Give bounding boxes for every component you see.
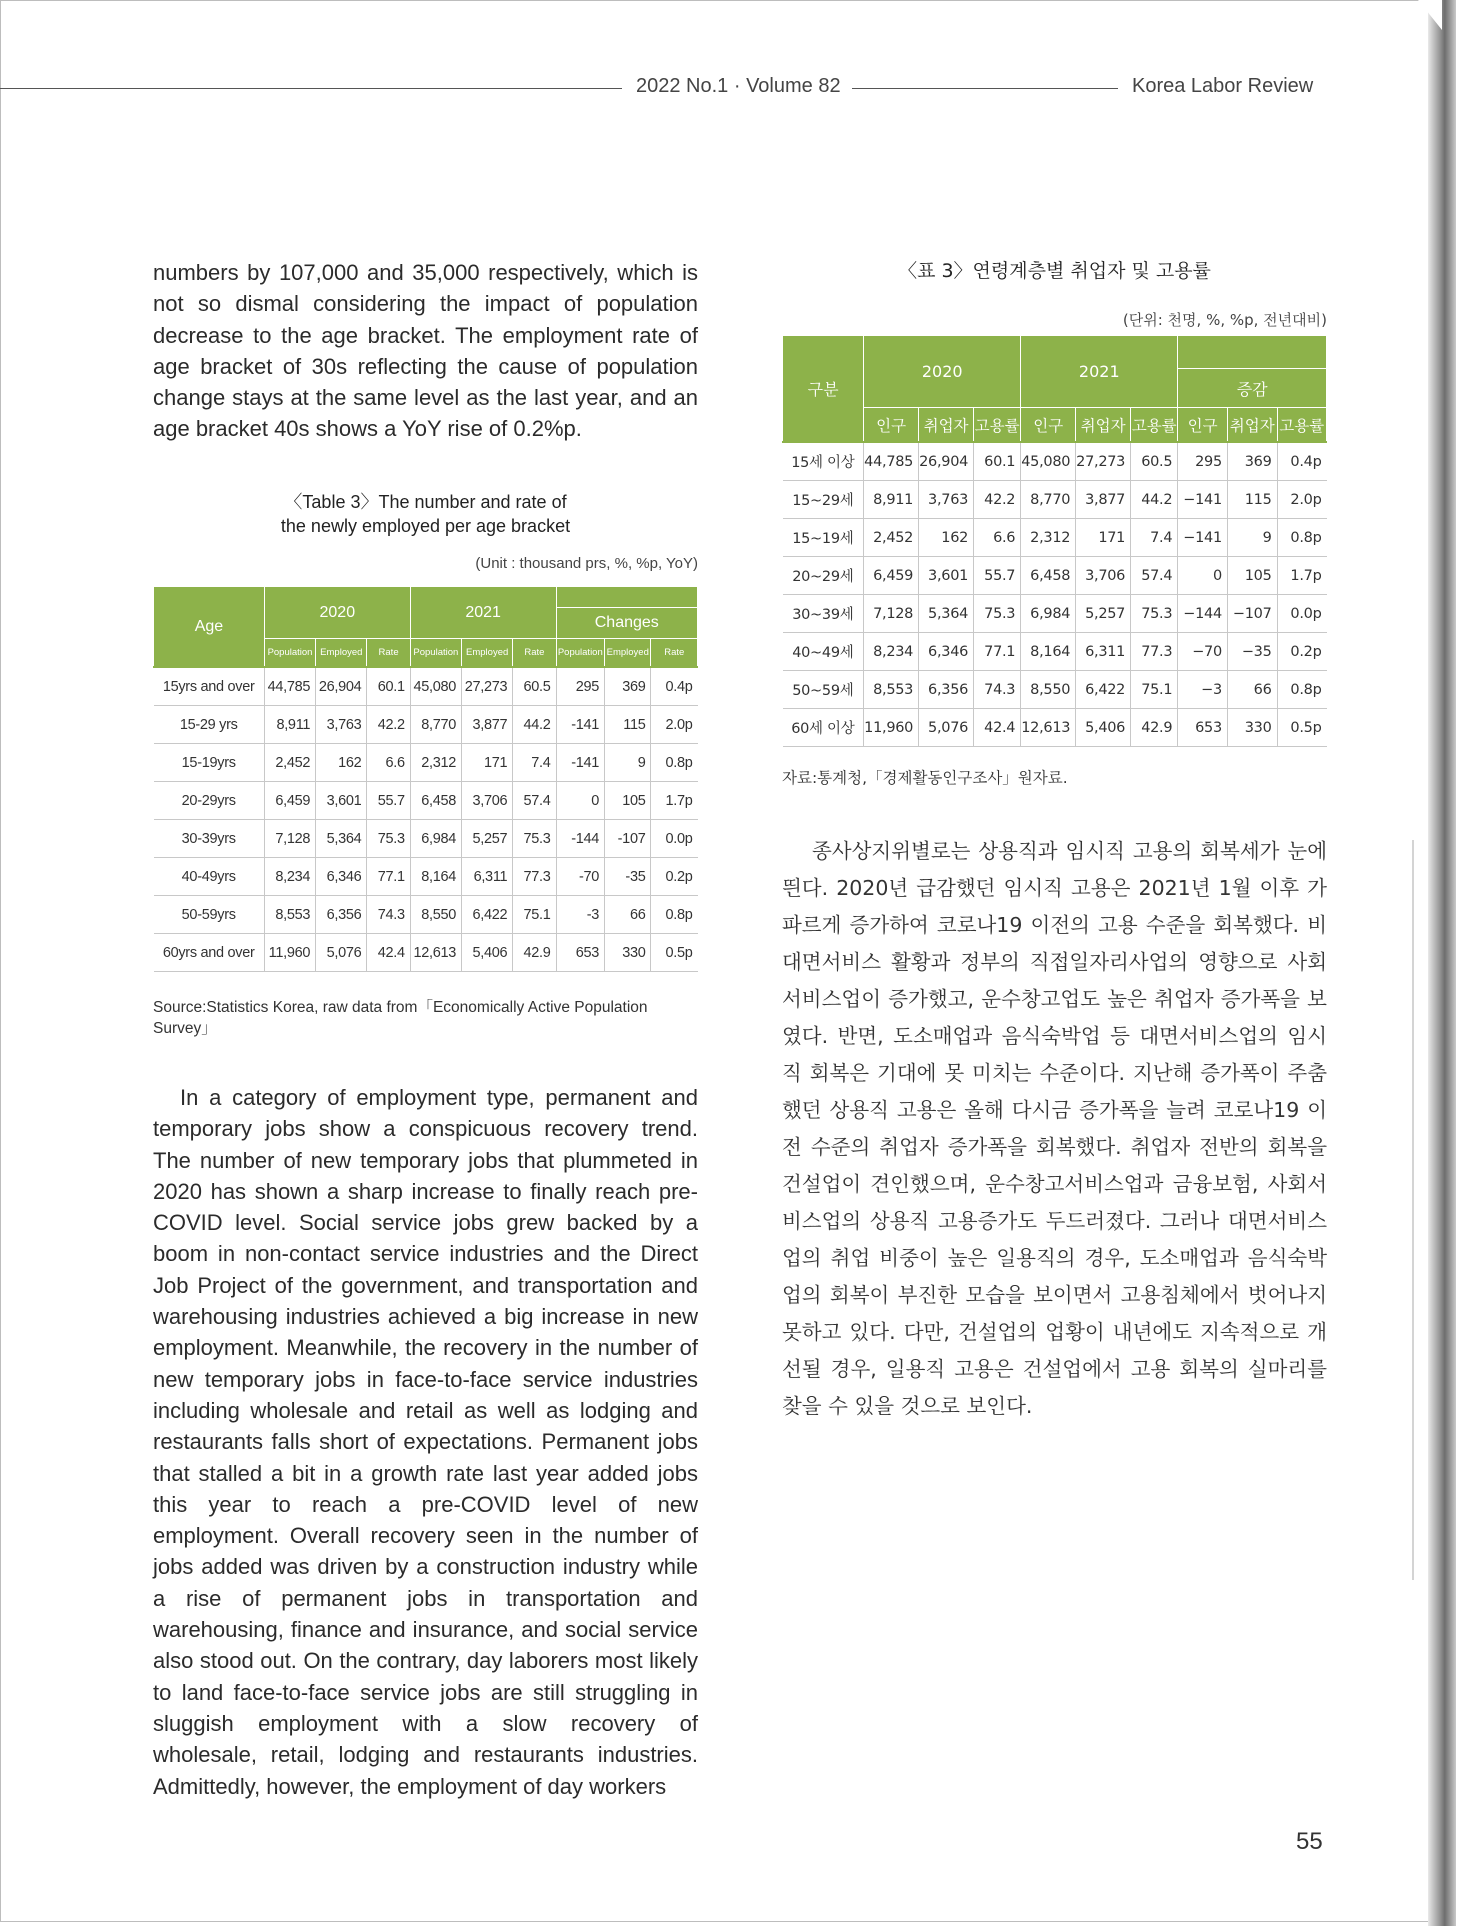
table-cell: 6,458 xyxy=(1021,557,1076,595)
table-cell: −3 xyxy=(1178,671,1228,709)
page-corner xyxy=(1418,0,1442,30)
ko-year-2020-header: 2020 xyxy=(864,336,1021,408)
table-cell: 6,356 xyxy=(316,896,367,934)
table-cell: 57.4 xyxy=(1131,557,1178,595)
age-header: Age xyxy=(154,587,265,668)
table-cell: 75.3 xyxy=(974,595,1021,633)
table-cell: 8,770 xyxy=(410,706,461,744)
changes-header: Changes xyxy=(556,608,697,639)
row-label: 15세 이상 xyxy=(783,442,864,481)
table-cell: 8,234 xyxy=(264,858,315,896)
table-cell: 6,422 xyxy=(462,896,513,934)
table-cell: 44,785 xyxy=(264,667,315,706)
row-label: 60세 이상 xyxy=(783,709,864,747)
table-cell: 12,613 xyxy=(410,934,461,972)
sub-rate: Rate xyxy=(651,639,698,668)
table-cell: 42.4 xyxy=(974,709,1021,747)
age-table-row xyxy=(154,934,698,972)
table-cell: 74.3 xyxy=(367,896,410,934)
table-cell: 44.2 xyxy=(1131,481,1178,519)
table-cell: 55.7 xyxy=(974,557,1021,595)
row-label: 15-19yrs xyxy=(154,744,265,782)
table-cell: 77.1 xyxy=(974,633,1021,671)
ko-table-row xyxy=(783,595,1327,633)
ko-sub-population: 인구 xyxy=(1178,408,1228,443)
row-label: 40-49yrs xyxy=(154,858,265,896)
body-text-ko: 종사상지위별로는 상용직과 임시직 고용의 회복세가 눈에 띈다. 2020년 급감했던 임시직 고용은 2021년 1월 이후 가파르게 증가하여 코로나19 이전의 고용 수준을 회복했다. 비대면서비스 활황과 정부의 직접일자리사업의 영향으로 사회서비스업이 증가했고, 운수창고업도 높은 취업자 증가폭을 보였다. 반면, 도소매업과 음식숙박업 등 대면서비스업의 임시직 회복은 기대에 못 미치는 수준이다. 지난해 증가폭이 주춤했던 상용직 고용은 올해 다시금 증가폭을 늘려 코로나19 이전 수준의 취업자 증가폭을 회복했다. 취업자 전반의 회복을 건설업이 견인했으며, 운수창고서비스업과 금융보험, 사회서비스업의 상용직 고용증가도 두드러졌다. 그러나 대면서비스업의 취업 비중이 높은 일용직의 경우, 도소매업과 음식숙박업의 회복이 부진한 모습을 보이면서 고용침체에서 벗어나지 못하고 있다. 다만, 건설업의 업황이 내년에도 지속적으로 개선될 경우, 일용직 고용은 건설업에서 고용 회복의 실마리를 찾을 수 있을 것으로 보인다. xyxy=(782,839,1327,1418)
table-cell: 44,785 xyxy=(864,442,919,481)
table-cell: 6,346 xyxy=(919,633,974,671)
table-cell: 0.5p xyxy=(1277,709,1326,747)
table-cell: 3,877 xyxy=(1076,481,1131,519)
table-cell: 1.7p xyxy=(1277,557,1326,595)
table-cell: 42.2 xyxy=(367,706,410,744)
caption-line-1: 〈Table 3〉The number and rate of xyxy=(284,492,567,512)
table-cell: 7.4 xyxy=(1131,519,1178,557)
table-cell: 0.4p xyxy=(1277,442,1326,481)
ko-sub-population: 인구 xyxy=(1021,408,1076,443)
header-issue: 2022 No.1 · Volume 82 xyxy=(636,75,841,97)
table-cell: 44.2 xyxy=(513,706,556,744)
row-label: 60yrs and over xyxy=(154,934,265,972)
sub-employed: Employed xyxy=(462,639,513,668)
ko-sub-population: 인구 xyxy=(864,408,919,443)
table-cell: 8,234 xyxy=(864,633,919,671)
category-header: 구분 xyxy=(783,336,864,443)
table-cell: −107 xyxy=(1227,595,1277,633)
ko-table-row xyxy=(783,519,1327,557)
table-cell: 653 xyxy=(1178,709,1228,747)
table-cell: 77.3 xyxy=(513,858,556,896)
header-rule-mid xyxy=(852,88,1118,89)
table-cell: 2.0p xyxy=(1277,481,1326,519)
caption-line-2: the newly employed per age bracket xyxy=(280,516,571,536)
ko-table-row xyxy=(783,481,1327,519)
table-cell: 26,904 xyxy=(919,442,974,481)
table-cell: 6,459 xyxy=(264,782,315,820)
table-cell: 42.4 xyxy=(367,934,410,972)
table-cell: 0.2p xyxy=(651,858,698,896)
table-cell: 2,312 xyxy=(410,744,461,782)
sub-population: Population xyxy=(556,639,604,668)
sub-employed: Employed xyxy=(316,639,367,668)
table-cell: 0 xyxy=(556,782,604,820)
table-cell: 8,911 xyxy=(864,481,919,519)
table-cell: 8,164 xyxy=(1021,633,1076,671)
table-cell: 77.3 xyxy=(1131,633,1178,671)
table-cell: 171 xyxy=(1076,519,1131,557)
table-cell: 74.3 xyxy=(974,671,1021,709)
table-cell: 42.9 xyxy=(1131,709,1178,747)
age-table-row xyxy=(154,706,698,744)
table-cell: 75.1 xyxy=(513,896,556,934)
table-cell: 330 xyxy=(1227,709,1277,747)
table-cell: 3,706 xyxy=(462,782,513,820)
ko-sub-rate: 고용률 xyxy=(974,408,1021,443)
left-body xyxy=(153,1082,698,1802)
table-cell: −141 xyxy=(1178,519,1228,557)
table-cell: 6,458 xyxy=(410,782,461,820)
row-label: 20~29세 xyxy=(783,557,864,595)
table-cell: 6,984 xyxy=(1021,595,1076,633)
table-cell: −144 xyxy=(1178,595,1228,633)
table-cell: 27,273 xyxy=(462,667,513,706)
table-cell: 105 xyxy=(1227,557,1277,595)
table-cell: 5,076 xyxy=(919,709,974,747)
table-cell: 7,128 xyxy=(264,820,315,858)
table-cell: 369 xyxy=(605,667,651,706)
table-cell: 3,601 xyxy=(919,557,974,595)
ko-changes-header: 증감 xyxy=(1178,369,1327,408)
header-journal: Korea Labor Review xyxy=(1132,75,1314,97)
table-cell: 6,311 xyxy=(462,858,513,896)
table-cell: 5,364 xyxy=(316,820,367,858)
age-table-row xyxy=(154,896,698,934)
table-cell: 3,763 xyxy=(919,481,974,519)
table-cell: 5,257 xyxy=(1076,595,1131,633)
table-cell: 60.5 xyxy=(513,667,556,706)
table-cell: 330 xyxy=(605,934,651,972)
table-cell: -70 xyxy=(556,858,604,896)
table-cell: 0.8p xyxy=(651,744,698,782)
table-cell: 0 xyxy=(1178,557,1228,595)
left-table-source: Source:Statistics Korea, raw data from「Economically Active Population Survey」 xyxy=(153,999,648,1037)
ko-changes-spacer xyxy=(1178,336,1327,369)
table-cell: 8,550 xyxy=(1021,671,1076,709)
sub-population: Population xyxy=(264,639,315,668)
table-cell: 115 xyxy=(1227,481,1277,519)
table-cell: 75.3 xyxy=(1131,595,1178,633)
table-cell: 295 xyxy=(1178,442,1228,481)
table-cell: 0.5p xyxy=(651,934,698,972)
ko-age-table xyxy=(782,335,1327,747)
ko-table-row xyxy=(783,442,1327,481)
table-cell: 11,960 xyxy=(864,709,919,747)
table-cell: -107 xyxy=(605,820,651,858)
sub-population: Population xyxy=(410,639,461,668)
table-cell: -3 xyxy=(556,896,604,934)
table-cell: 5,406 xyxy=(462,934,513,972)
table-cell: 295 xyxy=(556,667,604,706)
table-cell: 6,459 xyxy=(864,557,919,595)
table-cell: 6.6 xyxy=(974,519,1021,557)
table-cell: 6,311 xyxy=(1076,633,1131,671)
table-cell: 171 xyxy=(462,744,513,782)
table-cell: 653 xyxy=(556,934,604,972)
table-cell: 8,911 xyxy=(264,706,315,744)
table-cell: 5,406 xyxy=(1076,709,1131,747)
table-cell: 162 xyxy=(919,519,974,557)
table-cell: 66 xyxy=(1227,671,1277,709)
table-cell: 5,257 xyxy=(462,820,513,858)
table-cell: 60.1 xyxy=(974,442,1021,481)
ko-table-row xyxy=(783,633,1327,671)
table-cell: 27,273 xyxy=(1076,442,1131,481)
table-cell: 2,452 xyxy=(864,519,919,557)
table-cell: 115 xyxy=(605,706,651,744)
table-cell: 75.3 xyxy=(367,820,410,858)
left-table-unit: (Unit : thousand prs, %, %p, YoY) xyxy=(475,555,698,572)
table-cell: 6,984 xyxy=(410,820,461,858)
right-table-unit: (단위: 천명, %, %p, 전년대비) xyxy=(1122,311,1327,329)
age-table-row xyxy=(154,667,698,706)
right-table-caption: 〈표 3〉연령계층별 취업자 및 고용률 xyxy=(898,260,1211,282)
row-label: 40~49세 xyxy=(783,633,864,671)
ko-sub-employed: 취업자 xyxy=(1076,408,1131,443)
sub-rate: Rate xyxy=(513,639,556,668)
left-table-caption xyxy=(153,490,698,538)
sub-employed: Employed xyxy=(605,639,651,668)
ko-age-table-body xyxy=(783,442,1327,747)
table-cell: 75.3 xyxy=(513,820,556,858)
table-cell: -141 xyxy=(556,706,604,744)
ko-table-row xyxy=(783,557,1327,595)
table-cell: 8,770 xyxy=(1021,481,1076,519)
row-label: 50-59yrs xyxy=(154,896,265,934)
table-cell: −70 xyxy=(1178,633,1228,671)
table-cell: 5,364 xyxy=(919,595,974,633)
table-cell: 75.1 xyxy=(1131,671,1178,709)
age-table-row xyxy=(154,744,698,782)
table-cell: 66 xyxy=(605,896,651,934)
table-cell: 0.0p xyxy=(651,820,698,858)
table-cell: 0.4p xyxy=(651,667,698,706)
age-table xyxy=(153,586,698,972)
changes-spacer xyxy=(556,587,697,608)
table-cell: 2,452 xyxy=(264,744,315,782)
table-cell: 7.4 xyxy=(513,744,556,782)
table-cell: 6,346 xyxy=(316,858,367,896)
table-cell: 0.8p xyxy=(1277,671,1326,709)
right-body xyxy=(782,833,1327,1425)
table-cell: 77.1 xyxy=(367,858,410,896)
table-cell: 3,763 xyxy=(316,706,367,744)
page-crease xyxy=(1412,840,1414,1580)
table-cell: 162 xyxy=(316,744,367,782)
table-cell: 60.5 xyxy=(1131,442,1178,481)
table-cell: 105 xyxy=(605,782,651,820)
table-cell: 6,422 xyxy=(1076,671,1131,709)
ko-sub-employed: 취업자 xyxy=(1227,408,1277,443)
age-table-row xyxy=(154,858,698,896)
table-cell: 3,877 xyxy=(462,706,513,744)
sub-rate: Rate xyxy=(367,639,410,668)
table-cell: -144 xyxy=(556,820,604,858)
row-label: 15-29 yrs xyxy=(154,706,265,744)
year-2020-header: 2020 xyxy=(264,587,410,639)
row-label: 50~59세 xyxy=(783,671,864,709)
left-intro-paragraph xyxy=(153,257,698,445)
table-cell: 2.0p xyxy=(651,706,698,744)
table-cell: 0.2p xyxy=(1277,633,1326,671)
left-data-table xyxy=(153,586,698,972)
year-2021-header: 2021 xyxy=(410,587,556,639)
row-label: 15~29세 xyxy=(783,481,864,519)
right-data-table xyxy=(782,335,1327,747)
table-cell: 8,553 xyxy=(264,896,315,934)
age-table-row xyxy=(154,820,698,858)
row-label: 15yrs and over xyxy=(154,667,265,706)
table-cell: 0.8p xyxy=(651,896,698,934)
table-cell: −141 xyxy=(1178,481,1228,519)
table-cell: 2,312 xyxy=(1021,519,1076,557)
age-table-body xyxy=(154,667,698,972)
table-cell: 8,553 xyxy=(864,671,919,709)
age-table-row xyxy=(154,782,698,820)
table-cell: 3,706 xyxy=(1076,557,1131,595)
ko-sub-rate: 고용률 xyxy=(1277,408,1326,443)
ko-table-row xyxy=(783,709,1327,747)
table-cell: 1.7p xyxy=(651,782,698,820)
row-label: 15~19세 xyxy=(783,519,864,557)
ko-sub-employed: 취업자 xyxy=(919,408,974,443)
table-cell: 8,550 xyxy=(410,896,461,934)
table-cell: 6,356 xyxy=(919,671,974,709)
table-cell: 45,080 xyxy=(1021,442,1076,481)
right-table-source: 자료:통계청,「경제활동인구조사」원자료. xyxy=(782,769,1068,787)
ko-year-2021-header: 2021 xyxy=(1021,336,1178,408)
table-cell: 42.2 xyxy=(974,481,1021,519)
table-cell: 11,960 xyxy=(264,934,315,972)
ko-table-row xyxy=(783,671,1327,709)
table-cell: 0.8p xyxy=(1277,519,1326,557)
table-cell: 9 xyxy=(605,744,651,782)
body-text-en: In a category of employment type, permanent and temporary jobs show a conspicuous recovery trend. The number of new temporary jobs that plummeted in 2020 has shown a sharp increase to finally reach pre-COVID level. Social service jobs grew backed by a boom in non-contact service industries and the Direct Job Project of the government, and transportation and warehousing industries achieved a big increase in new employment. Meanwhile, the recovery in the number of new temporary jobs in face-to-face service industries including wholesale and retail as well as lodging and restaurants falls short of expectations. Permanent jobs that stalled a bit in a growth rate last year added jobs this year to reach a pre-COVID level of new employment. Overall recovery seen in the number of jobs added was driven by a construction industry while a rise of permanent jobs in transportation and warehousing, finance and insurance, and social service also stood out. On the contrary, day laborers most likely to land face-to-face service jobs are still struggling in sluggish employment with a slow recovery of wholesale, retail, lodging and restaurants industries. Admittedly, however, the employment of day workers xyxy=(153,1085,698,1799)
table-cell: -35 xyxy=(605,858,651,896)
table-cell: 3,601 xyxy=(316,782,367,820)
table-cell: 60.1 xyxy=(367,667,410,706)
table-cell: 12,613 xyxy=(1021,709,1076,747)
table-cell: 8,164 xyxy=(410,858,461,896)
header-rule-left xyxy=(0,88,622,89)
table-cell: 26,904 xyxy=(316,667,367,706)
row-label: 30-39yrs xyxy=(154,820,265,858)
page-curl-edge xyxy=(1428,0,1456,1926)
table-cell: 42.9 xyxy=(513,934,556,972)
page-number: 55 xyxy=(1296,1828,1323,1855)
table-cell: 5,076 xyxy=(316,934,367,972)
table-cell: 369 xyxy=(1227,442,1277,481)
table-cell: 6.6 xyxy=(367,744,410,782)
table-cell: 0.0p xyxy=(1277,595,1326,633)
row-label: 20-29yrs xyxy=(154,782,265,820)
table-cell: −35 xyxy=(1227,633,1277,671)
row-label: 30~39세 xyxy=(783,595,864,633)
table-cell: -141 xyxy=(556,744,604,782)
intro-text: numbers by 107,000 and 35,000 respectively, which is not so dismal considering the impact of population decrease to the age bracket. The employment rate of age bracket of 30s reflecting the cause of population change stays at the same level as the last year, and an age bracket 40s shows a YoY rise of 0.2%p. xyxy=(153,260,698,442)
table-cell: 7,128 xyxy=(864,595,919,633)
table-cell: 55.7 xyxy=(367,782,410,820)
table-cell: 45,080 xyxy=(410,667,461,706)
table-cell: 57.4 xyxy=(513,782,556,820)
ko-sub-rate: 고용률 xyxy=(1131,408,1178,443)
table-cell: 9 xyxy=(1227,519,1277,557)
